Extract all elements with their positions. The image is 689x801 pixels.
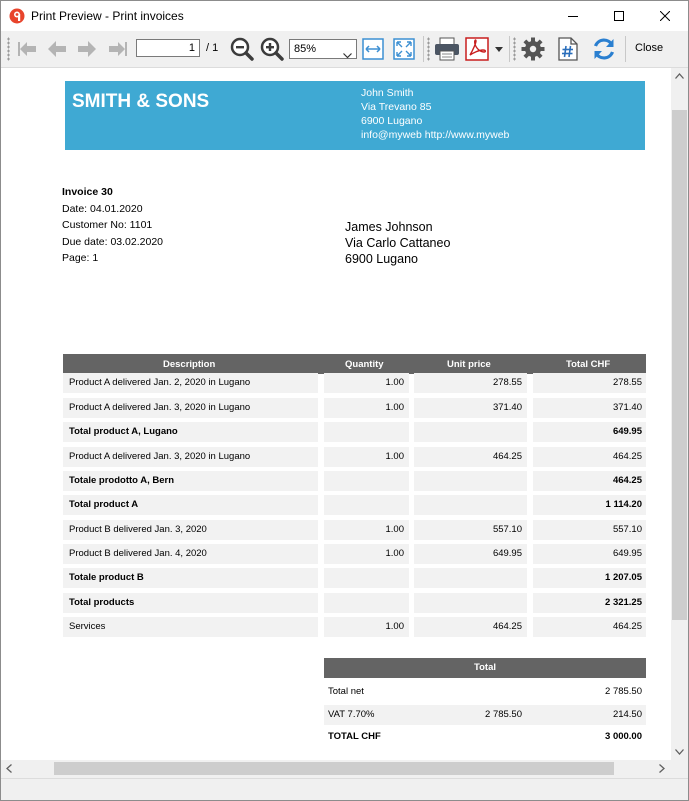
last-page-button[interactable]: [104, 34, 130, 64]
toolbar-grip[interactable]: [427, 37, 430, 61]
item-total: 649.95: [533, 422, 646, 442]
sender-contact: info@myweb http://www.myweb: [361, 129, 510, 141]
page-number-settings-button[interactable]: [555, 34, 581, 64]
arrow-left-icon: [46, 40, 68, 58]
scroll-right-icon: [659, 764, 665, 773]
zoom-out-icon: [230, 37, 254, 61]
column-description: Description: [163, 359, 216, 370]
item-unit-price: 371.40: [414, 398, 527, 418]
refresh-icon: [591, 36, 617, 62]
status-bar: [1, 778, 688, 801]
grand-total-value: 3 000.00: [605, 731, 642, 742]
preview-page[interactable]: [1, 68, 671, 760]
table-row: [63, 617, 646, 637]
item-total: 1 207.05: [533, 568, 646, 588]
app-logo-icon: [9, 8, 25, 24]
minimize-button[interactable]: [550, 1, 596, 31]
item-unit-price: [414, 471, 527, 491]
horizontal-scroll-thumb[interactable]: [54, 762, 614, 775]
item-total: 1 114.20: [533, 495, 646, 515]
first-page-icon: [17, 40, 39, 58]
vat-value: 214.50: [612, 709, 642, 720]
total-net-row: [324, 682, 646, 702]
company-name: SMITH & SONS: [72, 91, 210, 112]
scrollbar-corner: [671, 760, 688, 777]
item-unit-price: [414, 568, 527, 588]
recipient-address: [345, 219, 450, 267]
scroll-left-icon: [6, 764, 12, 773]
sender-city: 6900 Lugano: [361, 115, 423, 127]
zoom-in-button[interactable]: [259, 34, 285, 64]
export-pdf-button[interactable]: [464, 34, 490, 64]
fit-width-button[interactable]: [361, 34, 385, 64]
item-unit-price: 649.95: [414, 544, 527, 564]
toolbar-separator: [625, 36, 626, 62]
item-description: Total product A: [63, 495, 318, 515]
toolbar-separator: [423, 36, 424, 62]
page-number-input[interactable]: 1: [136, 39, 200, 57]
item-description: Product A delivered Jan. 2, 2020 in Lugano: [63, 373, 318, 393]
column-quantity: Quantity: [345, 359, 384, 370]
table-row: [63, 471, 646, 491]
table-row: [63, 398, 646, 418]
items-table-header: [63, 354, 646, 374]
next-page-button[interactable]: [74, 34, 100, 64]
recipient-name: James Johnson: [345, 220, 433, 234]
table-row: [63, 520, 646, 540]
recipient-street: Via Carlo Cattaneo: [345, 236, 451, 250]
refresh-button[interactable]: [590, 34, 618, 64]
invoice-date: Date: 04.01.2020: [62, 202, 143, 215]
item-unit-price: 557.10: [414, 520, 527, 540]
item-total: 464.25: [533, 471, 646, 491]
window-title: Print Preview - Print invoices: [31, 9, 184, 23]
total-net-label: Total net: [328, 686, 364, 697]
item-description: Totale prodotto A, Bern: [63, 471, 318, 491]
horizontal-scrollbar[interactable]: [1, 760, 671, 777]
item-description: Totale product B: [63, 568, 318, 588]
caret-down-icon: [495, 47, 503, 52]
invoice-info: [62, 184, 163, 267]
item-unit-price: 278.55: [414, 373, 527, 393]
first-page-button[interactable]: [15, 34, 41, 64]
total-net-value: 2 785.50: [605, 686, 642, 697]
vat-base: 2 785.50: [485, 709, 522, 720]
page-label: Page: 1: [62, 252, 99, 264]
item-description: Product A delivered Jan. 3, 2020 in Lugano: [63, 447, 318, 467]
sender-address: [361, 86, 509, 142]
toolbar-grip[interactable]: [7, 37, 10, 61]
scroll-up-icon: [675, 73, 684, 79]
table-row: [63, 495, 646, 515]
item-total: 371.40: [533, 398, 646, 418]
item-total: 2 321.25: [533, 593, 646, 613]
item-quantity: 1.00: [324, 447, 409, 467]
column-unit-price: Unit price: [447, 359, 491, 370]
invoice-title: Invoice 30: [62, 186, 113, 198]
item-description: Product A delivered Jan. 3, 2020 in Lugano: [63, 398, 318, 418]
due-date: Due date: 03.02.2020: [62, 235, 164, 248]
print-button[interactable]: [433, 34, 461, 64]
fit-page-button[interactable]: [392, 34, 416, 64]
close-window-button[interactable]: [642, 1, 688, 31]
item-unit-price: [414, 495, 527, 515]
item-unit-price: 464.25: [414, 617, 527, 637]
pdf-icon: [465, 37, 489, 61]
vat-label: VAT 7.70%: [328, 709, 375, 720]
invoice-header-band: [65, 81, 645, 150]
item-description: Product B delivered Jan. 4, 2020: [63, 544, 318, 564]
grand-total-row: [324, 727, 646, 747]
item-description: Total products: [63, 593, 318, 613]
vertical-scroll-thumb[interactable]: [672, 110, 687, 620]
zoom-out-button[interactable]: [229, 34, 255, 64]
item-quantity: 1.00: [324, 520, 409, 540]
last-page-icon: [106, 40, 128, 58]
table-row: [63, 447, 646, 467]
fit-page-icon: [393, 38, 415, 60]
toolbar: [1, 31, 688, 68]
toolbar-separator: [509, 36, 510, 62]
item-unit-price: 464.25: [414, 447, 527, 467]
gear-icon: [521, 37, 545, 61]
item-quantity: [324, 593, 409, 613]
table-row: [63, 373, 646, 393]
sender-name: John Smith: [361, 87, 414, 99]
arrow-right-icon: [76, 40, 98, 58]
vertical-scrollbar[interactable]: [671, 68, 688, 760]
item-quantity: 1.00: [324, 544, 409, 564]
item-unit-price: [414, 422, 527, 442]
export-dropdown-button[interactable]: [493, 34, 505, 64]
close-preview-button[interactable]: Close: [635, 42, 664, 54]
item-quantity: [324, 495, 409, 515]
item-total: 649.95: [533, 544, 646, 564]
item-total: 464.25: [533, 447, 646, 467]
page-total-label: / 1: [206, 42, 219, 54]
table-row: [63, 544, 646, 564]
customer-number: Customer No: 1101: [62, 219, 153, 231]
item-quantity: [324, 568, 409, 588]
item-total: 278.55: [533, 373, 646, 393]
vat-row: [324, 705, 646, 725]
chevron-down-icon: [343, 46, 352, 64]
grand-total-label: TOTAL CHF: [328, 731, 381, 742]
item-description: Product B delivered Jan. 3, 2020: [63, 520, 318, 540]
item-total: 557.10: [533, 520, 646, 540]
scroll-down-icon: [675, 749, 684, 755]
table-row: [63, 422, 646, 442]
table-row: [63, 568, 646, 588]
item-total: 464.25: [533, 617, 646, 637]
document-hash-icon: [558, 37, 578, 61]
recipient-city: 6900 Lugano: [345, 252, 418, 266]
settings-button[interactable]: [519, 34, 547, 64]
item-quantity: 1.00: [324, 398, 409, 418]
zoom-value: 85%: [294, 43, 317, 55]
table-row: [63, 593, 646, 613]
item-quantity: [324, 471, 409, 491]
zoom-in-icon: [260, 37, 284, 61]
totals-header: Total: [324, 658, 646, 678]
item-description: Services: [63, 617, 318, 637]
previous-page-button[interactable]: [44, 34, 70, 64]
printer-icon: [434, 37, 460, 61]
title-bar: [1, 1, 688, 31]
toolbar-grip[interactable]: [513, 37, 516, 61]
item-description: Total product A, Lugano: [63, 422, 318, 442]
fit-width-icon: [362, 38, 384, 60]
column-total: Total CHF: [566, 359, 611, 370]
zoom-select[interactable]: [289, 39, 357, 59]
maximize-button[interactable]: [596, 1, 642, 31]
item-quantity: 1.00: [324, 373, 409, 393]
item-quantity: [324, 422, 409, 442]
sender-street: Via Trevano 85: [361, 101, 432, 113]
item-unit-price: [414, 593, 527, 613]
item-quantity: 1.00: [324, 617, 409, 637]
